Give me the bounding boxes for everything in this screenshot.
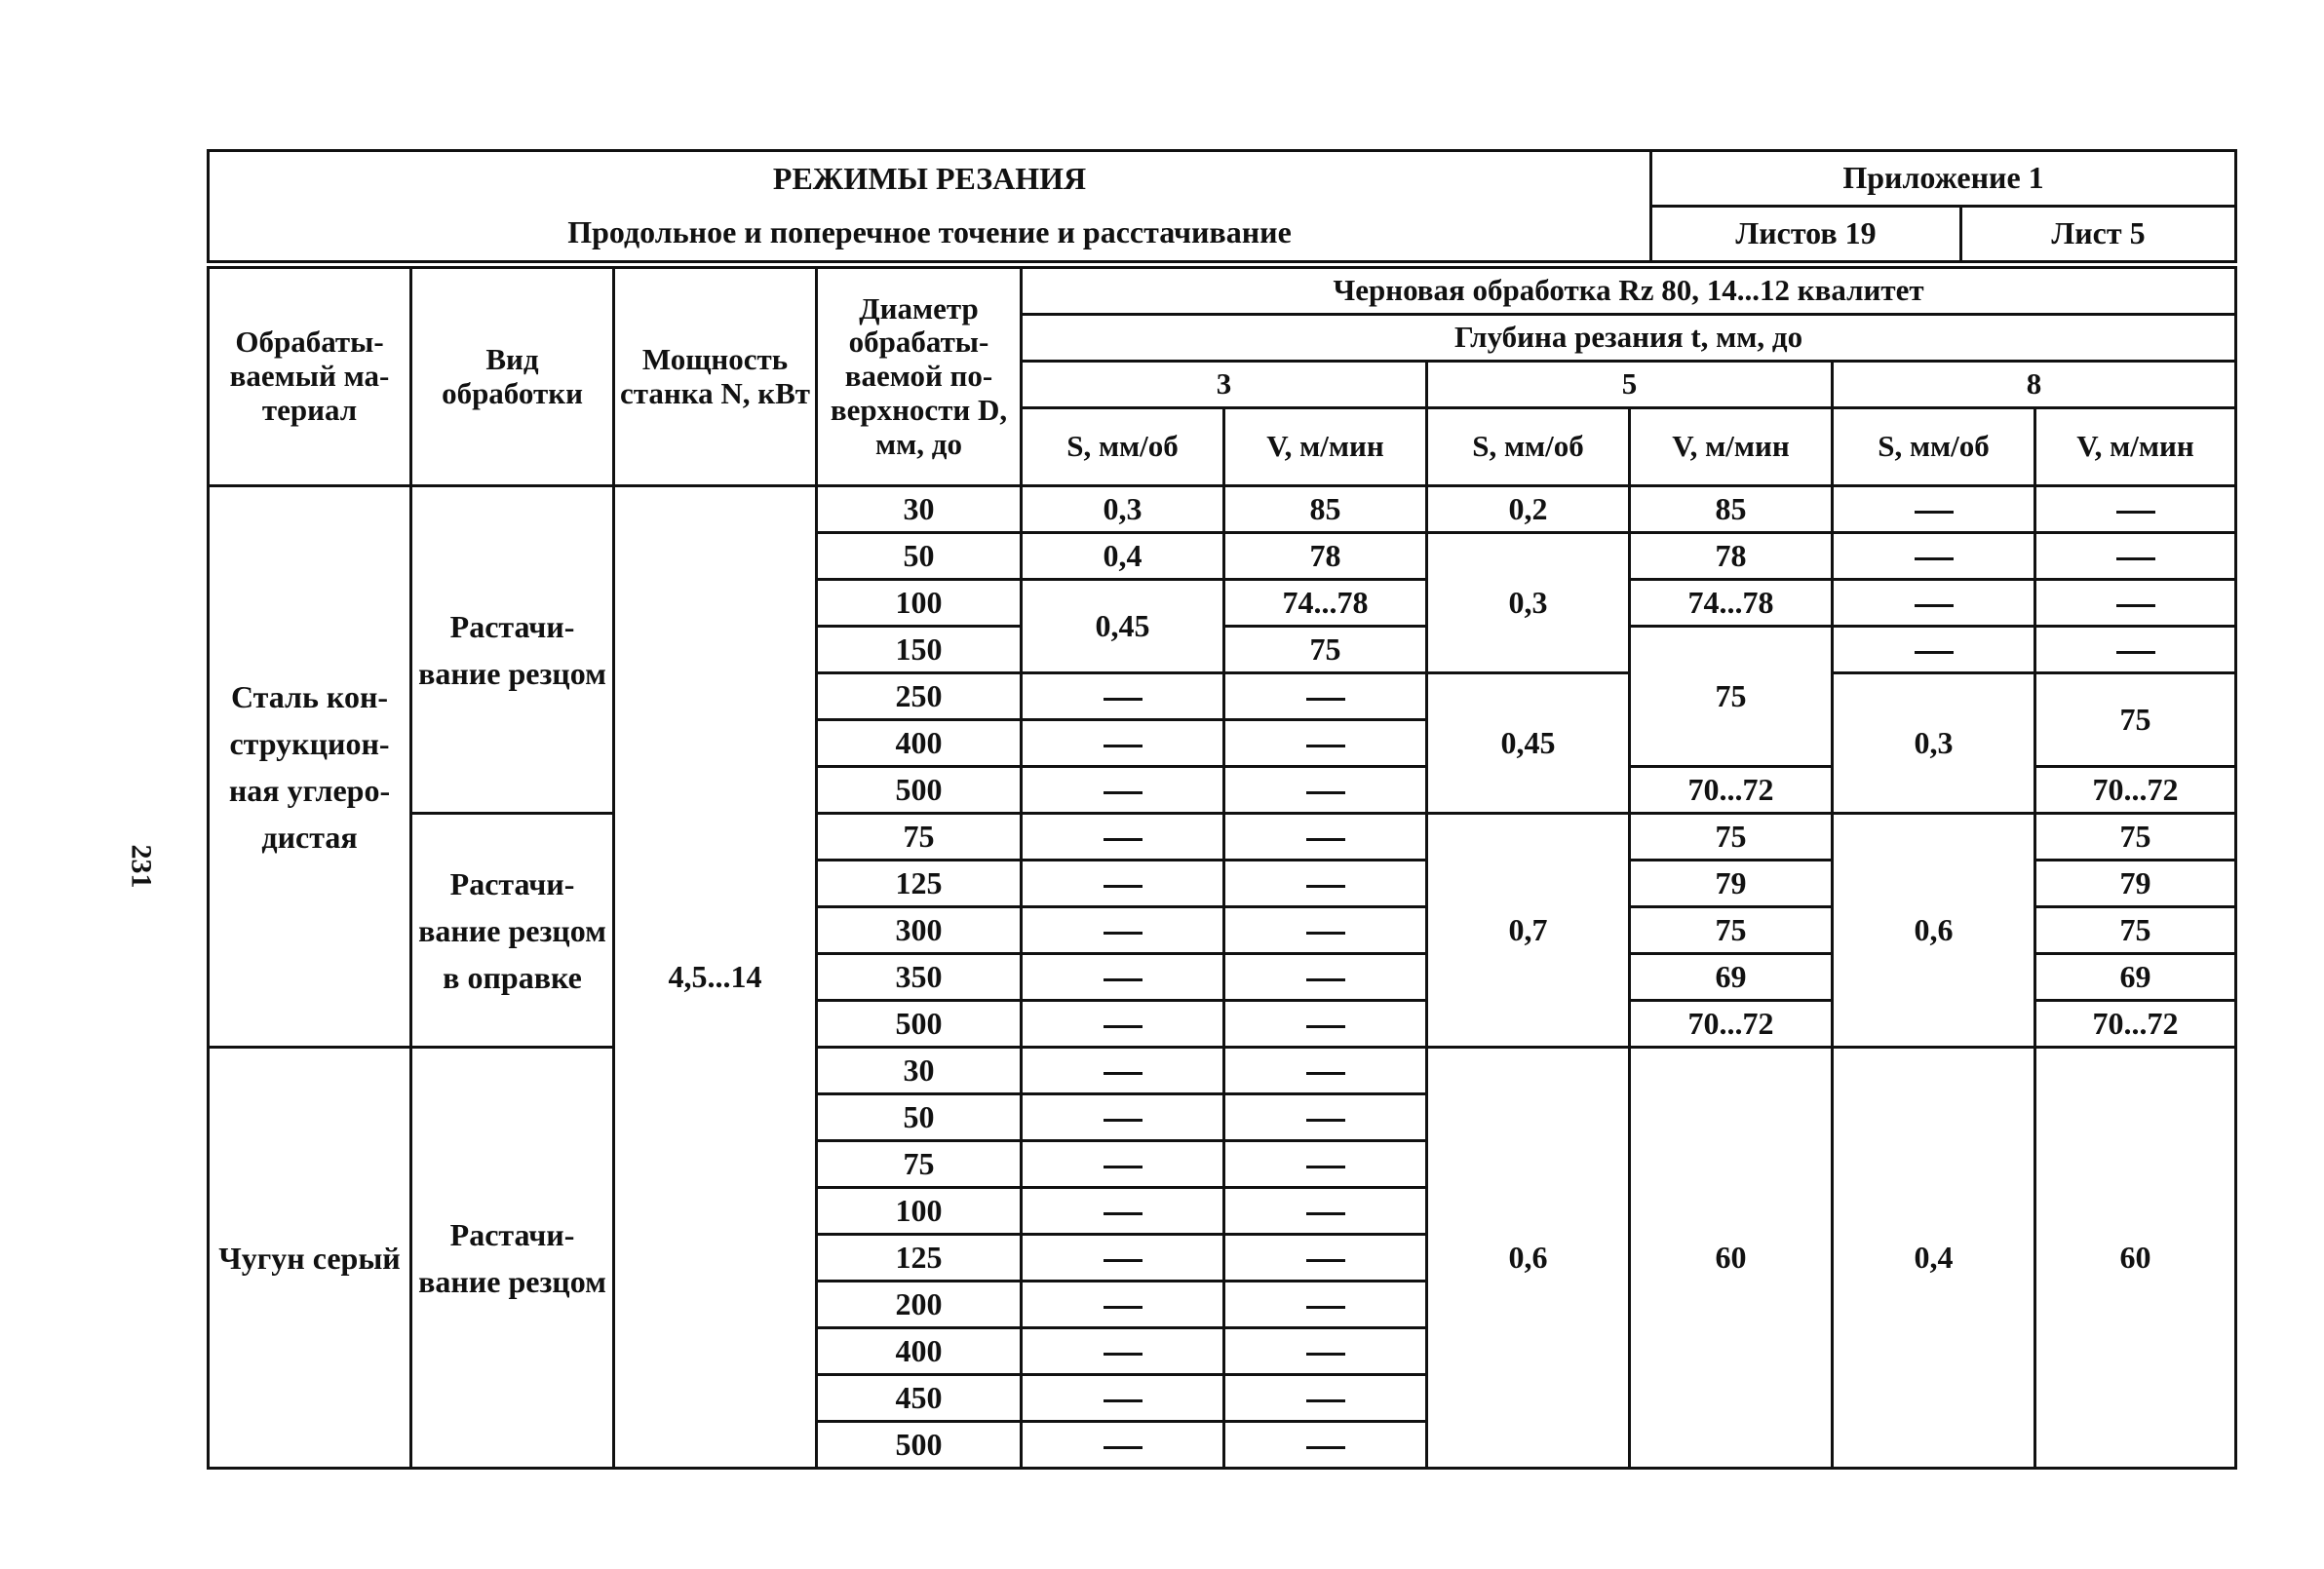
dash-mark [1306,978,1345,981]
dash-cell [1224,1422,1427,1469]
dash-cell [1224,1048,1427,1094]
dash-cell [1224,1141,1427,1188]
speed-cell: 70...72 [1630,1001,1833,1048]
dash-mark [1306,1212,1345,1215]
feed-cell: 0,4 [1833,1048,2035,1469]
dash-mark [1104,698,1143,701]
dash-mark [1915,651,1954,654]
diameter-cell: 500 [817,767,1022,814]
dash-cell [1022,1141,1224,1188]
dash-cell [1224,814,1427,861]
feed-cell: 0,3 [1022,486,1224,533]
speed-cell: 74...78 [1630,580,1833,627]
appendix-label: Приложение 1 [1651,151,2236,207]
dash-mark [1104,838,1143,841]
dash-mark [1104,1446,1143,1449]
dash-mark [2116,511,2155,514]
dash-mark [1915,511,1954,514]
dash-cell [1022,1422,1224,1469]
dash-cell [1224,1235,1427,1282]
dash-mark [1104,885,1143,888]
dash-cell [1224,720,1427,767]
diameter-cell: 75 [817,814,1022,861]
speed-cell: 70...72 [2035,1001,2236,1048]
dash-mark [1306,745,1345,747]
speed-unit-header: V, м/мин [1224,408,1427,486]
diameter-cell: 50 [817,533,1022,580]
col-power-header: Мощность станка N, кВт [614,268,817,486]
dash-mark [1104,1259,1143,1262]
speed-cell: 79 [1630,861,1833,907]
dash-cell [1224,1282,1427,1328]
dash-cell [2035,627,2236,673]
dash-mark [1104,978,1143,981]
dash-cell [1022,1328,1224,1375]
dash-cell [1022,1188,1224,1235]
speed-cell: 69 [1630,954,1833,1001]
feed-cell: 0,7 [1427,814,1630,1048]
dash-cell [1224,673,1427,720]
dash-mark [1915,604,1954,607]
depth-3-header: 3 [1022,362,1427,408]
dash-mark [1306,1446,1345,1449]
dash-mark [1306,698,1345,701]
dash-cell [1224,907,1427,954]
diameter-cell: 300 [817,907,1022,954]
process-cell: Растачи-вание резцом [411,1048,614,1469]
dash-mark [1104,1072,1143,1075]
dash-mark [1104,1166,1143,1168]
dash-mark [1306,1119,1345,1122]
rough-processing-header: Черновая обработка Rz 80, 14...12 квалитет [1022,268,2236,315]
dash-cell [1833,533,2035,580]
diameter-cell: 100 [817,580,1022,627]
dash-mark [1306,1025,1345,1028]
diameter-cell: 450 [817,1375,1022,1422]
dash-mark [1306,1166,1345,1168]
cutting-modes-table [207,266,2237,1470]
dash-cell [1224,861,1427,907]
material-cell: Сталь кон-струкцион-ная углеро-дистая [209,486,411,1048]
dash-mark [1306,1353,1345,1356]
dash-mark [1104,1119,1143,1122]
cutting-depth-header: Глубина резания t, мм, до [1022,315,2236,362]
diameter-cell: 75 [817,1141,1022,1188]
dash-cell [1224,1001,1427,1048]
dash-cell [1022,954,1224,1001]
dash-cell [1224,954,1427,1001]
dash-mark [2116,651,2155,654]
power-cell: 4,5...14 [614,486,817,1469]
dash-cell [2035,533,2236,580]
depth-8-header: 8 [1833,362,2236,408]
col-material-header: Обрабаты-ваемый ма-териал [209,268,411,486]
dash-cell [1022,907,1224,954]
dash-cell [1833,580,2035,627]
dash-cell [1022,720,1224,767]
diameter-cell: 200 [817,1282,1022,1328]
dash-cell [1224,1188,1427,1235]
sheet-number: Лист 5 [1961,207,2236,262]
diameter-cell: 250 [817,673,1022,720]
diameter-cell: 50 [817,1094,1022,1141]
dash-mark [1104,745,1143,747]
speed-cell: 75 [1630,814,1833,861]
dash-mark [1306,1306,1345,1309]
feed-cell: 0,6 [1427,1048,1630,1469]
document-subtitle: Продольное и поперечное точение и расстачивание [209,207,1651,262]
speed-cell: 75 [1630,627,1833,767]
dash-cell [1833,486,2035,533]
page-number: 231 [125,844,158,889]
diameter-cell: 500 [817,1422,1022,1469]
dash-mark [1104,1212,1143,1215]
feed-unit-header: S, мм/об [1427,408,1630,486]
feed-unit-header: S, мм/об [1833,408,2035,486]
speed-unit-header: V, м/мин [2035,408,2236,486]
material-cell: Чугун серый [209,1048,411,1469]
dash-mark [1306,838,1345,841]
dash-mark [1306,1399,1345,1402]
diameter-cell: 125 [817,1235,1022,1282]
speed-cell: 70...72 [2035,767,2236,814]
col-diameter-header: Диаметр обрабаты-ваемой по-верхности D, мм, до [817,268,1022,486]
dash-mark [1306,1259,1345,1262]
dash-cell [1224,1094,1427,1141]
dash-mark [1104,791,1143,794]
feed-cell: 0,3 [1427,533,1630,673]
diameter-cell: 500 [817,1001,1022,1048]
feed-cell: 0,2 [1427,486,1630,533]
diameter-cell: 350 [817,954,1022,1001]
dash-mark [1306,932,1345,935]
process-cell: Растачи-вание резцом в оправке [411,814,614,1048]
dash-cell [1022,861,1224,907]
process-cell: Растачи-вание резцом [411,486,614,814]
speed-cell: 75 [1224,627,1427,673]
diameter-cell: 30 [817,1048,1022,1094]
speed-unit-header: V, м/мин [1630,408,1833,486]
dash-cell [1022,1001,1224,1048]
speed-cell: 79 [2035,861,2236,907]
dash-cell [1224,767,1427,814]
col-process-header: Вид обработки [411,268,614,486]
dash-mark [1306,885,1345,888]
diameter-cell: 100 [817,1188,1022,1235]
speed-cell: 69 [2035,954,2236,1001]
dash-mark [1306,1072,1345,1075]
dash-cell [1833,627,2035,673]
dash-cell [2035,486,2236,533]
diameter-cell: 30 [817,486,1022,533]
dash-mark [1915,557,1954,560]
dash-mark [1104,1025,1143,1028]
diameter-cell: 125 [817,861,1022,907]
speed-cell: 75 [2035,673,2236,767]
dash-cell [1224,1375,1427,1422]
dash-cell [1022,814,1224,861]
dash-cell [2035,580,2236,627]
speed-cell: 60 [1630,1048,1833,1469]
dash-cell [1022,1048,1224,1094]
speed-cell: 85 [1630,486,1833,533]
feed-cell: 0,6 [1833,814,2035,1048]
dash-mark [1306,791,1345,794]
dash-mark [1104,932,1143,935]
dash-mark [2116,604,2155,607]
depth-5-header: 5 [1427,362,1833,408]
speed-cell: 75 [1630,907,1833,954]
dash-mark [1104,1306,1143,1309]
dash-cell [1224,1328,1427,1375]
feed-unit-header: S, мм/об [1022,408,1224,486]
dash-cell [1022,1282,1224,1328]
speed-cell: 78 [1630,533,1833,580]
speed-cell: 75 [2035,907,2236,954]
dash-cell [1022,1375,1224,1422]
speed-cell: 85 [1224,486,1427,533]
feed-cell: 0,45 [1022,580,1224,673]
feed-cell: 0,4 [1022,533,1224,580]
feed-cell: 0,45 [1427,673,1630,814]
speed-cell: 70...72 [1630,767,1833,814]
dash-cell [1022,1094,1224,1141]
header-table [207,149,2237,263]
dash-mark [2116,557,2155,560]
speed-cell: 60 [2035,1048,2236,1469]
dash-cell [1022,1235,1224,1282]
diameter-cell: 400 [817,1328,1022,1375]
document-title: РЕЖИМЫ РЕЗАНИЯ [209,151,1651,207]
speed-cell: 78 [1224,533,1427,580]
dash-mark [1104,1353,1143,1356]
dash-cell [1022,673,1224,720]
diameter-cell: 150 [817,627,1022,673]
diameter-cell: 400 [817,720,1022,767]
dash-mark [1104,1399,1143,1402]
speed-cell: 74...78 [1224,580,1427,627]
feed-cell: 0,3 [1833,673,2035,814]
dash-cell [1022,767,1224,814]
speed-cell: 75 [2035,814,2236,861]
sheets-total: Листов 19 [1651,207,1961,262]
